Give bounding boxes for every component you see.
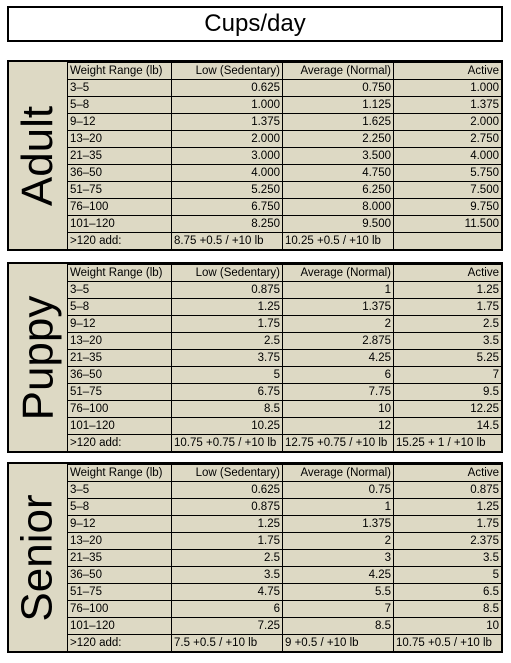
cups-cell: 4.000 <box>394 148 502 165</box>
cups-cell: 0.875 <box>172 282 283 299</box>
cups-cell: 8.250 <box>172 216 283 233</box>
cups-cell: 10.75 +0.5 / +10 lb <box>394 635 502 652</box>
table-row <box>68 80 502 97</box>
table-row <box>68 316 502 333</box>
cups-cell: 0.750 <box>283 80 394 97</box>
cups-cell: 2.000 <box>172 131 283 148</box>
table-row <box>68 216 502 233</box>
cups-cell: 4.000 <box>172 165 283 182</box>
cups-cell: 3 <box>283 550 394 567</box>
table-row <box>68 299 502 316</box>
cups-cell: 4.25 <box>283 567 394 584</box>
adult-table <box>67 62 502 250</box>
column-header: Average (Normal) <box>283 63 394 80</box>
table-row <box>68 567 502 584</box>
puppy-table <box>67 264 502 452</box>
column-header: Average (Normal) <box>283 465 394 482</box>
table-row <box>68 148 502 165</box>
puppy-section <box>7 262 503 453</box>
cups-cell: 5.25 <box>394 350 502 367</box>
cups-cell: 2.750 <box>394 131 502 148</box>
cups-cell: 1.75 <box>172 316 283 333</box>
cups-cell: 1.25 <box>172 516 283 533</box>
table-row <box>68 384 502 401</box>
weight-range-cell: 36–50 <box>68 165 172 182</box>
weight-range-cell: 36–50 <box>68 367 172 384</box>
table-row <box>68 350 502 367</box>
cups-cell: 7.500 <box>394 182 502 199</box>
cups-cell: 2 <box>283 316 394 333</box>
cups-cell: 3.5 <box>394 550 502 567</box>
table-row <box>68 233 502 250</box>
cups-cell: 12.75 +0.75 / +10 lb <box>283 435 394 452</box>
table-row <box>68 367 502 384</box>
cups-cell: 2.250 <box>283 131 394 148</box>
cups-cell: 4.75 <box>172 584 283 601</box>
weight-range-cell: 21–35 <box>68 350 172 367</box>
table-header-row <box>68 465 502 482</box>
cups-cell: 1.375 <box>394 97 502 114</box>
cups-cell: 7.25 <box>172 618 283 635</box>
cups-cell: 2 <box>283 533 394 550</box>
cups-cell: 6.75 <box>172 384 283 401</box>
cups-cell: 1 <box>283 499 394 516</box>
table-row <box>68 533 502 550</box>
senior-side-label <box>9 464 67 651</box>
weight-range-cell: 13–20 <box>68 333 172 350</box>
table-row <box>68 550 502 567</box>
cups-cell: 1.75 <box>172 533 283 550</box>
cups-cell: 5.5 <box>283 584 394 601</box>
cups-cell: 3.5 <box>394 333 502 350</box>
cups-cell: 6.750 <box>172 199 283 216</box>
cups-cell: 2.5 <box>172 550 283 567</box>
cups-cell: 6 <box>172 601 283 618</box>
table-row <box>68 584 502 601</box>
cups-cell: 7 <box>394 367 502 384</box>
column-header: Active <box>394 465 502 482</box>
cups-cell: 11.500 <box>394 216 502 233</box>
weight-range-cell: 5–8 <box>68 97 172 114</box>
column-header: Weight Range (lb) <box>68 265 172 282</box>
senior-table <box>67 464 502 652</box>
weight-range-cell: 9–12 <box>68 316 172 333</box>
table-row <box>68 482 502 499</box>
cups-cell: 0.875 <box>172 499 283 516</box>
cups-cell: 10 <box>283 401 394 418</box>
cups-cell: 8.5 <box>283 618 394 635</box>
table-row <box>68 635 502 652</box>
weight-range-cell: 21–35 <box>68 148 172 165</box>
cups-cell: 8.000 <box>283 199 394 216</box>
table-row <box>68 333 502 350</box>
cups-cell: 1.25 <box>172 299 283 316</box>
cups-cell: 6.250 <box>283 182 394 199</box>
weight-range-cell: 9–12 <box>68 516 172 533</box>
cups-cell: 1.000 <box>172 97 283 114</box>
table-row <box>68 435 502 452</box>
cups-cell: 5 <box>172 367 283 384</box>
cups-cell: 1.375 <box>283 299 394 316</box>
cups-cell: 3.500 <box>283 148 394 165</box>
cups-cell: 2.5 <box>172 333 283 350</box>
cups-cell: 1.75 <box>394 516 502 533</box>
weight-range-cell: 76–100 <box>68 401 172 418</box>
table-row <box>68 199 502 216</box>
cups-cell: 7.75 <box>283 384 394 401</box>
table-row <box>68 182 502 199</box>
cups-cell: 8.5 <box>394 601 502 618</box>
adult-side-label <box>9 62 67 249</box>
weight-range-cell: 76–100 <box>68 199 172 216</box>
weight-range-cell: 101–120 <box>68 418 172 435</box>
column-header: Low (Sedentary) <box>172 265 283 282</box>
table-row <box>68 516 502 533</box>
column-header: Weight Range (lb) <box>68 465 172 482</box>
cups-cell: 5 <box>394 567 502 584</box>
column-header: Low (Sedentary) <box>172 63 283 80</box>
table-row <box>68 601 502 618</box>
weight-range-cell: 21–35 <box>68 550 172 567</box>
cups-cell: 1.25 <box>394 282 502 299</box>
cups-cell: 9 +0.5 / +10 lb <box>283 635 394 652</box>
column-header: Active <box>394 63 502 80</box>
table-row <box>68 114 502 131</box>
weight-range-cell: >120 add: <box>68 435 172 452</box>
column-header: Active <box>394 265 502 282</box>
adult-section <box>7 60 503 251</box>
cups-cell: 14.5 <box>394 418 502 435</box>
weight-range-cell: 101–120 <box>68 216 172 233</box>
column-header: Average (Normal) <box>283 265 394 282</box>
cups-cell: 12 <box>283 418 394 435</box>
weight-range-cell: 76–100 <box>68 601 172 618</box>
cups-cell: 3.000 <box>172 148 283 165</box>
weight-range-cell: 51–75 <box>68 584 172 601</box>
weight-range-cell: 3–5 <box>68 80 172 97</box>
cups-cell: 1.625 <box>283 114 394 131</box>
cups-cell: 10 <box>394 618 502 635</box>
cups-cell: 1.375 <box>283 516 394 533</box>
table-row <box>68 165 502 182</box>
table-row <box>68 499 502 516</box>
cups-cell: 9.5 <box>394 384 502 401</box>
cups-cell: 6.5 <box>394 584 502 601</box>
cups-cell: 2.875 <box>283 333 394 350</box>
cups-cell: 9.750 <box>394 199 502 216</box>
weight-range-cell: 13–20 <box>68 533 172 550</box>
weight-range-cell: >120 add: <box>68 233 172 250</box>
cups-cell: 10.25 +0.5 / +10 lb <box>283 233 394 250</box>
page-title: Cups/day <box>204 10 306 37</box>
table-header-row <box>68 63 502 80</box>
table-row <box>68 131 502 148</box>
puppy-label-text: Puppy <box>13 295 63 420</box>
puppy-side-label <box>9 264 67 451</box>
cups-cell: 2.000 <box>394 114 502 131</box>
cups-cell: 3.75 <box>172 350 283 367</box>
cups-cell: 5.250 <box>172 182 283 199</box>
table-row <box>68 618 502 635</box>
table-row <box>68 97 502 114</box>
column-header: Weight Range (lb) <box>68 63 172 80</box>
senior-section <box>7 462 503 653</box>
adult-label-text: Adult <box>13 105 63 206</box>
weight-range-cell: 5–8 <box>68 299 172 316</box>
cups-cell: 8.75 +0.5 / +10 lb <box>172 233 283 250</box>
cups-cell: 15.25 + 1 / +10 lb <box>394 435 502 452</box>
table-row <box>68 401 502 418</box>
table-row <box>68 418 502 435</box>
weight-range-cell: 13–20 <box>68 131 172 148</box>
cups-cell: 9.500 <box>283 216 394 233</box>
weight-range-cell: 3–5 <box>68 482 172 499</box>
cups-cell: 0.625 <box>172 80 283 97</box>
weight-range-cell: 9–12 <box>68 114 172 131</box>
cups-cell: 1.75 <box>394 299 502 316</box>
table-header-row <box>68 265 502 282</box>
cups-cell: 8.5 <box>172 401 283 418</box>
cups-cell: 4.25 <box>283 350 394 367</box>
cups-cell: 2.375 <box>394 533 502 550</box>
cups-cell: 5.750 <box>394 165 502 182</box>
cups-cell: 1 <box>283 282 394 299</box>
cups-cell <box>394 233 502 250</box>
page-title-box <box>7 6 503 42</box>
weight-range-cell: 101–120 <box>68 618 172 635</box>
senior-label-text: Senior <box>13 493 62 622</box>
cups-cell: 1.25 <box>394 499 502 516</box>
cups-cell: 7.5 +0.5 / +10 lb <box>172 635 283 652</box>
cups-cell: 4.750 <box>283 165 394 182</box>
cups-cell: 10.75 +0.75 / +10 lb <box>172 435 283 452</box>
cups-cell: 1.375 <box>172 114 283 131</box>
weight-range-cell: 3–5 <box>68 282 172 299</box>
weight-range-cell: 36–50 <box>68 567 172 584</box>
weight-range-cell: 51–75 <box>68 182 172 199</box>
cups-cell: 0.75 <box>283 482 394 499</box>
weight-range-cell: 5–8 <box>68 499 172 516</box>
cups-cell: 3.5 <box>172 567 283 584</box>
cups-cell: 1.125 <box>283 97 394 114</box>
cups-cell: 1.000 <box>394 80 502 97</box>
cups-cell: 2.5 <box>394 316 502 333</box>
cups-cell: 12.25 <box>394 401 502 418</box>
cups-cell: 0.625 <box>172 482 283 499</box>
cups-cell: 6 <box>283 367 394 384</box>
column-header: Low (Sedentary) <box>172 465 283 482</box>
weight-range-cell: 51–75 <box>68 384 172 401</box>
weight-range-cell: >120 add: <box>68 635 172 652</box>
cups-cell: 0.875 <box>394 482 502 499</box>
table-row <box>68 282 502 299</box>
cups-cell: 10.25 <box>172 418 283 435</box>
cups-cell: 7 <box>283 601 394 618</box>
